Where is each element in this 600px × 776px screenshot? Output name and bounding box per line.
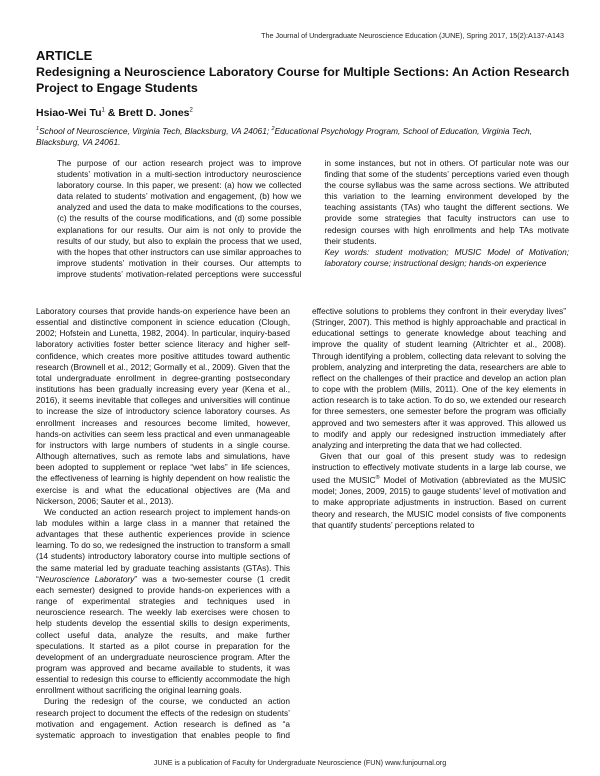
article-title: Redesigning a Neuroscience Laboratory Course for Multiple Sections: An Action Research Project to Engage Students	[36, 65, 570, 95]
article-label: ARTICLE	[36, 48, 93, 63]
author-list	[36, 107, 193, 119]
paragraph-text: We conducted an action research project to implement hands-on lab modules within a large class in a manner that retained the advantages that these authentic experiences provide in science learning. To do so, we redesigned the instruction to transform a small (14 students) introductory laboratory course into multiple sections of the same material led by graduate teaching assistants (GTAs). This “	[36, 506, 290, 584]
paragraph-text: Given that our goal of this present study was to redesign instruction to effectively motivate students in a large lab course, we used the MUSIC	[312, 451, 566, 486]
keywords: Key words: student motivation; MUSIC Model of Motivation; laboratory course; instructional design; hands-on experience	[324, 246, 569, 268]
affiliation-mark: 1	[36, 126, 40, 132]
paragraph: Laboratory courses that provide hands-on experience have been an essential and distinctive component in science education (Clough, 2002; Hofstein and Lunetta, 1982, 2004). In particular, inquiry-based laboratory activities foster better science literacy and higher self-confidence, which creates more positive attitudes toward authentic research (Brownell et al., 2012; Gormally et al., 2009). Given that the total undergraduate enrollment in degree-granting postsecondary institutions has been gradually increasing every year (Kena et al., 2016), it seems inevitable that colleges and universities will continue to increase the size of introductory science laboratory courses. As enrollment increases and resources become limited, however, hands-on activities can seem less practical and even unmanageable for instructors with large numbers of students in a single course. Although alternatives, such as remote labs and simulations, have been adopted to supplement or replace “wet labs” in life sciences, the effectiveness of learning is highly dependent on how realistic the exercise is and what the educational objectives are (Ma and Nickerson, 2006; Sauter et al., 2013).	[36, 306, 290, 506]
affiliation-mark: 2	[271, 126, 275, 132]
paragraph-text: Model of Motivation (abbreviated as the MUSIC model; Jones, 2009, 2015) to gauge students’ level of motivation and to make appropriate adjustments in instruction. Based on current theory and research, the MUSIC model consists of five components that quantify students’ perceptions related to	[312, 475, 566, 530]
journal-header: The Journal of Undergraduate Neuroscience Education (JUNE), Spring 2017, 15(2):A137-A143	[261, 31, 564, 40]
paragraph	[36, 507, 290, 697]
registered-mark: ®	[375, 475, 380, 482]
paragraph: During the redesign of the course, we conducted an action research project to document the effects of the redesign on students’ motivation and engagement. Action research is defined as “a systematic approach to investigation that enables people to find effective solutions to problems they confront in their everyday lives” (Stringer, 2007). This method is highly approachable and practical in educational settings to generate knowledge about teaching and improve the quality of student learning (Altrichter et al., 2008). Through identifying a problem, collecting data relevant to solving the problem, analyzing and interpreting the data, researchers are able to reflect on the challenges of their practice and develop an action plan to cope with the problem (Mills, 2011). One of the key elements in action research is to take action. To do so, we extended our research for three semesters, one semester before the program was officially approved and two semesters after it was approved. This allowed us to modify and apply our redesigned instruction immediately after analyzing and interpreting the data that we had collected.	[36, 306, 566, 740]
paragraph-text: ” was a two-semester course (1 credit each semester) designed to provide hands-on experiences with a range of experimental strategies and techniques used in neuroscience research. The weekly lab exercises were chosen to help students develop the essential skills to design experiments, collect useful data, analyze the results, and make further speculations. It started as a pilot course in preparation for the development of an undergraduate neuroscience program. After the program was approved and became available to students, it was essential to redesign this course to efficiently accommodate the high enrollment without sacrificing the original learning goals.	[36, 573, 291, 696]
page-footer: JUNE is a publication of Faculty for Undergraduate Neuroscience (FUN) www.funjournal.org	[153, 758, 447, 767]
affiliation: School of Neuroscience, Virginia Tech, Blacksburg, VA 24061;	[39, 125, 272, 136]
author-name: Hsiao-Wei Tu	[36, 107, 102, 119]
course-name: Neuroscience Laboratory	[38, 573, 135, 584]
affiliations	[36, 124, 571, 148]
author-separator: &	[104, 107, 119, 119]
author-affiliation-mark: 1	[101, 107, 105, 114]
author-name: Brett D. Jones	[118, 107, 190, 119]
abstract-text: The purpose of our action research project was to improve students’ motivation in a multi-section introductory neuroscience laboratory course. In this paper, we present: (a) how we collected data related to students’ motivation and engagement, (b) how we analyzed and used the data to make modifications to the courses, (c) the results of the course modifications, and (d) some possible explanations for our results. Our aim is not only to provide the results of our study, but also to explain the process that we used, with the hopes that other instructors can use similar approaches to improve students’ motivation in their courses. Our attempts to improve students’ motivation-related perceptions were successful in some instances, but not in others. Of particular note was our finding that some of the students’ perceptions varied even though the course syllabus was the same across sections. We attributed this variation to the learning environment developed by the teaching assistants (TAs) who taught the different sections. We provide some strategies that faculty instructors can use to redesign courses with high enrollments and help TAs motivate their students.	[57, 158, 569, 279]
affiliation: Educational Psychology Program, School of Education, Virginia Tech, Blacksburg, VA 24061.	[36, 125, 533, 147]
paragraph	[312, 451, 566, 531]
abstract	[57, 158, 569, 280]
body-text	[36, 306, 566, 748]
author-affiliation-mark: 2	[189, 107, 193, 114]
